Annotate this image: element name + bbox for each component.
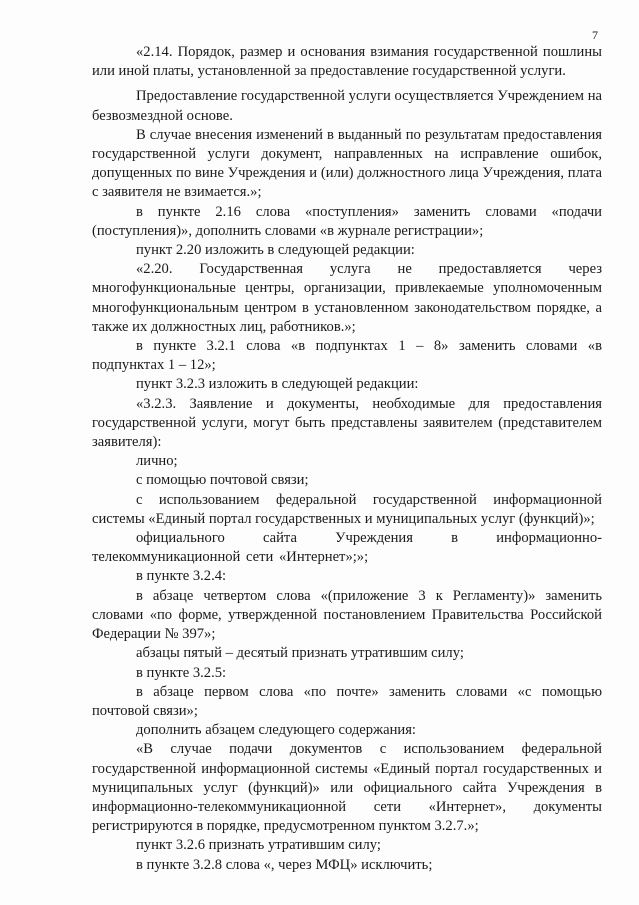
paragraph-item-3-2-6: пункт 3.2.6 признать утратившим силу; xyxy=(136,837,381,854)
paragraph-item-2-20-intro: пункт 2.20 изложить в следующей редакции: xyxy=(136,242,415,259)
paragraph-item-3-2-4: в пункте 3.2.4: xyxy=(136,568,227,585)
paragraph-3-2-3-text: «3.2.3. Заявление и документы, необходимые для предоставления государственной услуги, могут быть представлены заявителем (представителем заявителя): xyxy=(92,395,602,451)
paragraph-3-2-4-repeal: абзацы пятый – десятый признать утратившим силу; xyxy=(136,645,464,662)
paragraph-electronic-submission: «В случае подачи документов с использованием федеральной государственной информационной системы «Единый портал государственных и муниципальных услуг (функций)» или официального сайта Учреждения в информационно-телекоммуникационной сети «Интернет», документы регистрируются в порядке, предусмотренном пунктом 3.2.7.»; xyxy=(92,741,602,835)
paragraph-corrections-no-fee: В случае внесения изменений в выданный по результатам предоставления государственной услуги документ, направленных на исправление ошибок, допущенных по вине Учреждения и (или) должностного лица Учреждения, плата с заявителя не взимается.»; xyxy=(92,126,602,201)
paragraph-2-20-text: «2.20. Государственная услуга не предоставляется через многофункциональные центры, организации, привлекаемые уполномоченным многофункциональным центром в установленном законодательством порядке, а также их должностных лиц, работников.»; xyxy=(92,261,602,335)
paragraph-item-3-2-1: в пункте 3.2.1 слова «в подпунктах 1 – 8» заменить словами «в подпунктах 1 – 12»; xyxy=(92,338,602,374)
paragraph-item-3-2-5: в пункте 3.2.5: xyxy=(136,664,227,681)
paragraph-item-3-2-8: в пункте 3.2.8 слова «, через МФЦ» исключить; xyxy=(136,856,433,873)
paragraph-add-abzac: дополнить абзацем следующего содержания: xyxy=(136,722,416,739)
list-item-federal-portal: с использованием федеральной государственной информационной системы «Единый портал государственных и муниципальных услуг (функций)»; xyxy=(92,491,602,527)
list-item-postal: с помощью почтовой связи; xyxy=(136,472,309,489)
paragraph-3-2-5-first: в абзаце первом слова «по почте» заменить словами «с помощью почтовой связи»; xyxy=(92,683,602,719)
list-item-official-site: официального сайта Учреждения в информационно-телекоммуникационной сети «Интернет»;»; xyxy=(92,530,602,566)
page-number: 7 xyxy=(592,28,598,42)
paragraph-3-2-4-fourth: в абзаце четвертом слова «(приложение 3 к Регламенту)» заменить словами «по форме, утвержденной постановлением Правительства Российской Федерации № 397»; xyxy=(92,587,602,643)
list-item-in-person: лично; xyxy=(136,453,178,470)
paragraph-item-2-16: в пункте 2.16 слова «поступления» заменить словами «подачи (поступления)», дополнить словами «в журнале регистрации»; xyxy=(92,203,602,239)
paragraph-2-14-heading: «2.14. Порядок, размер и основания взимания государственной пошлины или иной платы, установленной за предоставление государственной услуги. xyxy=(92,44,602,80)
paragraph-free-of-charge: Предоставление государственной услуги осуществляется Учреждением на безвозмездной основе. xyxy=(92,88,602,124)
document-body xyxy=(92,43,602,875)
paragraph-item-3-2-3-intro: пункт 3.2.3 изложить в следующей редакции: xyxy=(136,376,419,393)
